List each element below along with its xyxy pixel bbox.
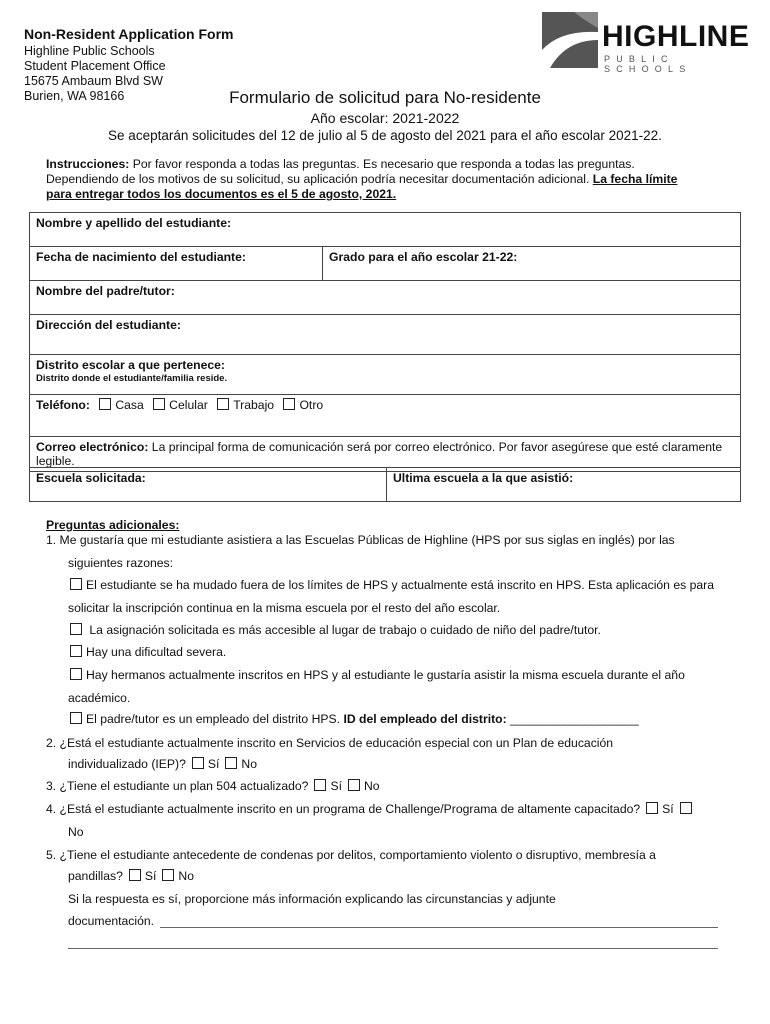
field-sublabel: Distrito donde el estudiante/familia reside. [36, 373, 228, 384]
birth-date-field[interactable] [30, 247, 323, 281]
reason-2 [64, 623, 601, 637]
deadline-text: La fecha límite para entregar todos los documentos es el 5 de agosto, 2021. [46, 172, 678, 201]
checkbox-reason-3[interactable] [70, 645, 82, 657]
parent-name-field[interactable] [30, 281, 741, 315]
field-label: Grado para el año escolar 21-22: [329, 250, 518, 264]
field-note: La principal forma de comunicación será por correo electrónico. Por favor asegúrese que esté claramente legible. [36, 440, 723, 468]
option-label: Trabajo [233, 398, 275, 412]
checkbox-work[interactable] [217, 398, 229, 410]
student-info-table [29, 212, 741, 472]
checkbox-q2-yes[interactable] [192, 757, 204, 769]
reason-1-cont: solicitar la inscripción continua en la misma escuela por el resto del año escolar. [68, 601, 501, 615]
question-1-cont: siguientes razones: [68, 556, 174, 570]
address-line: Highline Public Schools [24, 44, 155, 58]
school-year: Año escolar: 2021-2022 [310, 110, 460, 126]
additional-questions-title: Preguntas adicionales: [46, 518, 180, 532]
field-label: Correo electrónico: [36, 440, 149, 454]
employee-id-blank[interactable]: ___________________ [506, 712, 639, 726]
checkbox-q5-no[interactable] [162, 869, 174, 881]
option-label: Casa [115, 398, 144, 412]
no-label: No [363, 779, 380, 793]
question-5-doc-label: documentación. [68, 914, 155, 928]
checkbox-home[interactable] [99, 398, 111, 410]
address-line: Student Placement Office [24, 59, 166, 73]
checkbox-cell[interactable] [153, 398, 165, 410]
option-label: Otro [299, 398, 324, 412]
reason-5 [64, 712, 639, 726]
question-text: individualizado (IEP)? [68, 757, 186, 771]
form-header-title: Non-Resident Application Form [24, 26, 234, 42]
instructions-text: Por favor responda a todas las preguntas. Es necesario que responda a todas las preguntas. Dependiendo de los motivos de su solicitud, su aplicación podría necesitar documentación adicional. [46, 157, 635, 186]
field-label: Nombre del padre/tutor: [36, 284, 175, 298]
grade-field[interactable] [323, 247, 741, 281]
instructions [46, 157, 706, 202]
question-5: 5. ¿Tiene el estudiante antecedente de condenas por delitos, comportamiento violento o disruptivo, membresía a [46, 848, 656, 862]
question-text: 4. ¿Está el estudiante actualmente inscrito en un programa de Challenge/Programa de altamente capacitado? [46, 802, 641, 816]
question-text: 3. ¿Tiene el estudiante un plan 504 actualizado? [46, 779, 309, 793]
checkbox-q3-no[interactable] [348, 779, 360, 791]
field-label: Nombre y apellido del estudiante: [36, 216, 232, 230]
acceptance-dates: Se aceptarán solicitudes del 12 de julio al 5 de agosto del 2021 para el año escolar 2021-22. [108, 128, 662, 143]
logo-subtitle: PUBLIC SCHOOLS [604, 54, 692, 74]
checkbox-other[interactable] [283, 398, 295, 410]
field-label: Ultima escuela a la que asistió: [393, 471, 574, 485]
checkbox-q4-no[interactable] [680, 802, 692, 814]
checkbox-reason-5[interactable] [70, 712, 82, 724]
field-label: Fecha de nacimiento del estudiante: [36, 250, 246, 264]
question-5-detail: Si la respuesta es sí, proporcione más información explicando las circunstancias y adjunte [68, 892, 556, 906]
reason-4-cont: académico. [68, 691, 131, 705]
employee-id-label: ID del empleado del distrito: [343, 712, 507, 726]
phone-field [30, 395, 741, 437]
checkbox-q3-yes[interactable] [314, 779, 326, 791]
question-2: 2. ¿Está el estudiante actualmente inscrito en Servicios de educación especial con un Plan de educación [46, 736, 614, 750]
question-2-cont [68, 757, 257, 771]
question-4 [46, 802, 696, 816]
reason-1 [64, 578, 714, 592]
answer-line[interactable] [68, 948, 718, 949]
yes-label: Sí [144, 869, 157, 883]
reason-text: La asignación solicitada es más accesible al lugar de trabajo o cuidado de niño del padre/tutor. [86, 623, 601, 637]
field-label: Escuela solicitada: [36, 471, 146, 485]
reason-4 [64, 668, 685, 682]
reason-text: El padre/tutor es un empleado del distrito HPS. [86, 712, 344, 726]
field-label: Distrito escolar a que pertenece: [36, 358, 225, 372]
reason-text: Hay hermanos actualmente inscritos en HPS y al estudiante le gustaría asistir la misma escuela durante el año [86, 668, 685, 682]
no-label: No [178, 869, 194, 883]
checkbox-reason-1[interactable] [70, 578, 82, 590]
logo-mark-icon [540, 10, 600, 70]
address-line: Burien, WA 98166 [24, 89, 125, 103]
question-3 [46, 779, 380, 793]
highline-logo [540, 10, 752, 74]
address-line: 15675 Ambaum Blvd SW [24, 74, 163, 88]
last-school-field[interactable] [387, 468, 741, 502]
student-address-field[interactable] [30, 315, 741, 355]
form-title-text: Formulario de solicitud para No-residente [229, 88, 541, 107]
logo-wordmark: HIGHLINE [602, 20, 750, 53]
reason-text: El estudiante se ha mudado fuera de los límites de HPS y actualmente está inscrito en HPS. Esta aplicación es para [86, 578, 714, 592]
yes-label: Sí [207, 757, 220, 771]
checkbox-q4-yes[interactable] [646, 802, 658, 814]
student-name-field[interactable] [30, 213, 741, 247]
reason-text: Hay una dificultad severa. [86, 645, 227, 659]
yes-label: Sí [330, 779, 342, 793]
question-4-no: No [68, 825, 84, 839]
question-text: pandillas? [68, 869, 123, 883]
form-title [0, 88, 770, 108]
field-label: Teléfono: [36, 398, 90, 412]
checkbox-reason-4[interactable] [70, 668, 82, 680]
yes-label: Sí [662, 802, 674, 816]
reason-3 [64, 645, 226, 659]
requested-school-field[interactable] [30, 468, 387, 502]
district-field[interactable] [30, 355, 741, 395]
checkbox-q2-no[interactable] [225, 757, 237, 769]
answer-line[interactable] [160, 927, 718, 928]
checkbox-reason-2[interactable] [70, 623, 82, 635]
option-label: Celular [169, 398, 208, 412]
checkbox-q5-yes[interactable] [129, 869, 141, 881]
instructions-label: Instrucciones: [46, 157, 130, 171]
school-info-table [29, 467, 741, 502]
no-label: No [241, 757, 257, 771]
question-5-cont [68, 869, 194, 883]
field-label: Dirección del estudiante: [36, 318, 181, 332]
question-1: 1. Me gustaría que mi estudiante asistiera a las Escuelas Públicas de Highline (HPS por sus siglas en inglés) por las [46, 533, 675, 547]
